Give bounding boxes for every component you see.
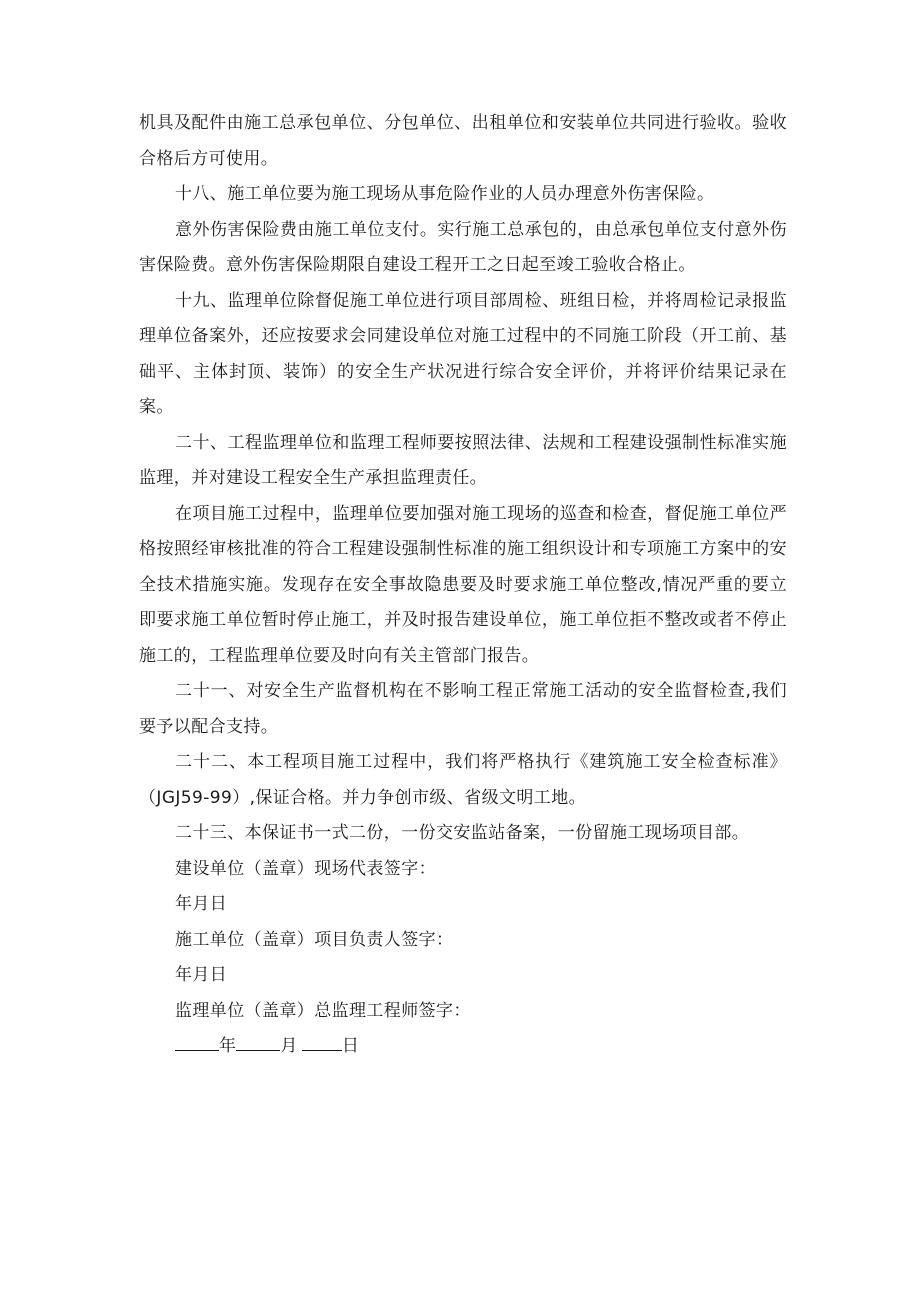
paragraph-19-supervision-evaluation: 十九、监理单位除督促施工单位进行项目部周检、班组日检，并将周检记录报监理单位备案外，还应按要求会同建设单位对施工过程中的不同施工阶段（开工前、基础平、主体封顶、装饰）的安全生产状况进行综合安全评价，并将评价结果记录在案。 <box>139 290 787 417</box>
year-blank <box>175 1032 219 1051</box>
year-label: 年 <box>219 1036 237 1056</box>
paragraph-inspection-process: 在项目施工过程中，监理单位要加强对施工现场的巡查和检查，督促施工单位严格按照经审核批准的符合工程建设强制性标准的施工组织设计和专项施工方案中的安全技术措施实施。发现存在安全事故隐患要及时要求施工单位整改,情况严重的要立即要求施工单位暂时停止施工，并及时报告建设单位，施工单位拒不整改或者不停止施工的，工程监理单位要及时向有关主管部门报告。 <box>139 503 787 666</box>
signature-date-owner: 年月日 <box>175 894 228 914</box>
paragraph-23-copies: 二十三、本保证书一式二份，一份交安监站备案，一份留施工现场项目部。 <box>175 823 750 843</box>
paragraph-20-supervision-duty: 二十、工程监理单位和监理工程师要按照法律、法规和工程建设强制性标准实施监理，并对建设工程安全生产承担监理责任。 <box>139 432 787 488</box>
paragraph-equipment-acceptance: 机具及配件由施工总承包单位、分包单位、出租单位和安装单位共同进行验收。验收合格后方可使用。 <box>139 113 787 169</box>
paragraph-18-insurance: 十八、施工单位要为施工现场从事危险作业的人员办理意外伤害保险。 <box>175 184 715 204</box>
paragraph-22-standards: 二十二、本工程项目施工过程中，我们将严格执行《建筑施工安全检查标准》（JGJ59-99）,保证合格。并力争创市级、省级文明工地。 <box>139 752 787 808</box>
final-date-line <box>139 1029 787 1065</box>
month-label: 月 <box>280 1036 298 1056</box>
document-body <box>139 106 787 1065</box>
signature-date-contractor: 年月日 <box>175 965 228 985</box>
paragraph-21-cooperation: 二十一、对安全生产监督机构在不影响工程正常施工活动的安全监督检查,我们要予以配合支持。 <box>139 681 787 737</box>
month-blank <box>236 1032 280 1051</box>
signature-construction-owner: 建设单位（盖章）现场代表签字： <box>175 858 436 879</box>
paragraph-insurance-payment: 意外伤害保险费由施工单位支付。实行施工总承包的，由总承包单位支付意外伤害保险费。意外伤害保险期限自建设工程开工之日起至竣工验收合格止。 <box>139 219 787 275</box>
signature-contractor: 施工单位（盖章）项目负责人签字： <box>175 929 454 950</box>
signature-supervisor: 监理单位（盖章）总监理工程师签字： <box>175 1000 471 1021</box>
day-label: 日 <box>341 1036 360 1056</box>
day-blank <box>302 1032 342 1051</box>
